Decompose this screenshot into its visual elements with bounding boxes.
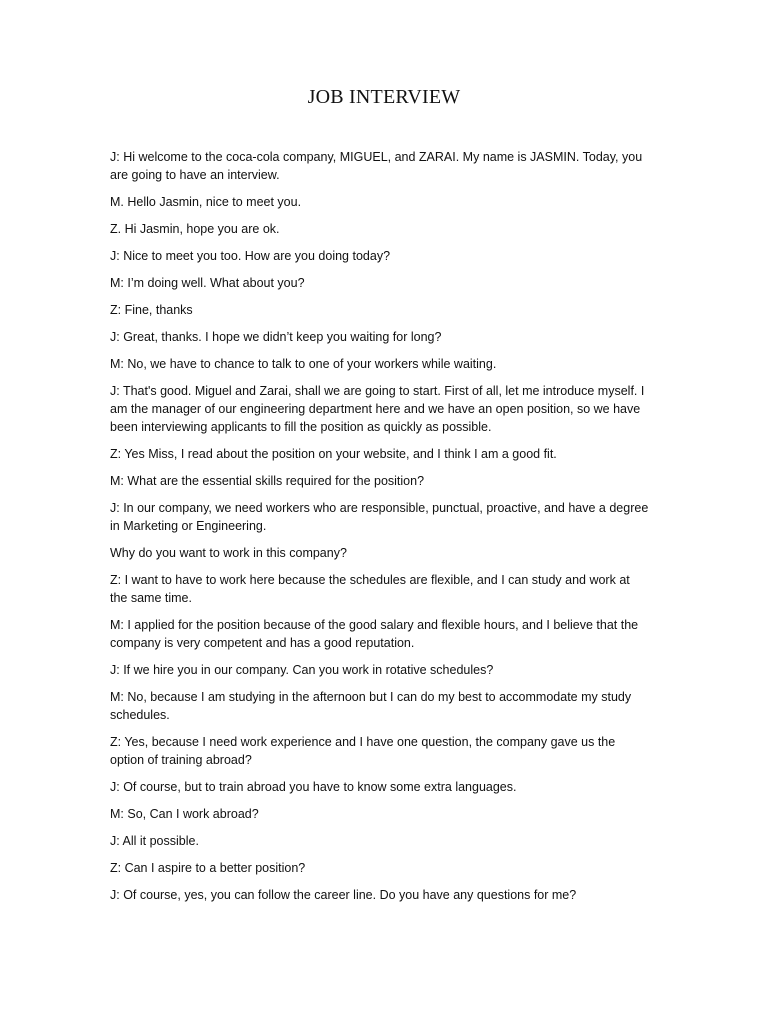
dialogue-line: Z: Can I aspire to a better position? [110, 861, 306, 875]
dialogue-line: J: Nice to meet you too. How are you doing today? [110, 249, 391, 263]
dialogue-line: M: What are the essential skills required for the position? [110, 474, 425, 488]
dialogue-line: J: If we hire you in our company. Can you work in rotative schedules? [110, 663, 494, 677]
dialogue-line: J: That's good. Miguel and Zarai, shall we are going to start. First of all, let me introduce myself. I am the manager of our engineering department here and we have an open position, so we have been interviewing applicants to fill the position as quickly as possible. [110, 384, 645, 434]
document-body [110, 148, 650, 913]
dialogue-line: M: No, we have to chance to talk to one of your workers while waiting. [110, 357, 497, 371]
dialogue-line: M. Hello Jasmin, nice to meet you. [110, 195, 302, 209]
dialogue-line: M: So, Can I work abroad? [110, 807, 259, 821]
dialogue-line: Why do you want to work in this company? [110, 546, 347, 560]
dialogue-line: J: Of course, but to train abroad you have to know some extra languages. [110, 780, 517, 794]
dialogue-line: M: I applied for the position because of the good salary and flexible hours, and I believe that the company is very competent and has a good reputation. [110, 618, 639, 650]
dialogue-line: J: All it possible. [110, 834, 199, 848]
dialogue-line: Z: Yes, because I need work experience and I have one question, the company gave us the option of training abroad? [110, 735, 616, 767]
dialogue-line: Z: Fine, thanks [110, 303, 193, 317]
dialogue-line: Z. Hi Jasmin, hope you are ok. [110, 222, 280, 236]
document-title: JOB INTERVIEW [307, 86, 461, 108]
dialogue-line: J: Great, thanks. I hope we didn’t keep you waiting for long? [110, 330, 442, 344]
dialogue-line: J: Of course, yes, you can follow the career line. Do you have any questions for me? [110, 888, 577, 902]
dialogue-line: J: Hi welcome to the coca-cola company, MIGUEL, and ZARAI. My name is JASMIN. Today, you are going to have an interview. [110, 150, 643, 182]
dialogue-line: M: No, because I am studying in the afternoon but I can do my best to accommodate my study schedules. [110, 690, 632, 722]
dialogue-line: M: I’m doing well. What about you? [110, 276, 305, 290]
dialogue-line: Z: Yes Miss, I read about the position on your website, and I think I am a good fit. [110, 447, 557, 461]
dialogue-line: J: In our company, we need workers who are responsible, punctual, proactive, and have a degree in Marketing or Engineering. [110, 501, 649, 533]
dialogue-line: Z: I want to have to work here because the schedules are flexible, and I can study and work at the same time. [110, 573, 630, 605]
